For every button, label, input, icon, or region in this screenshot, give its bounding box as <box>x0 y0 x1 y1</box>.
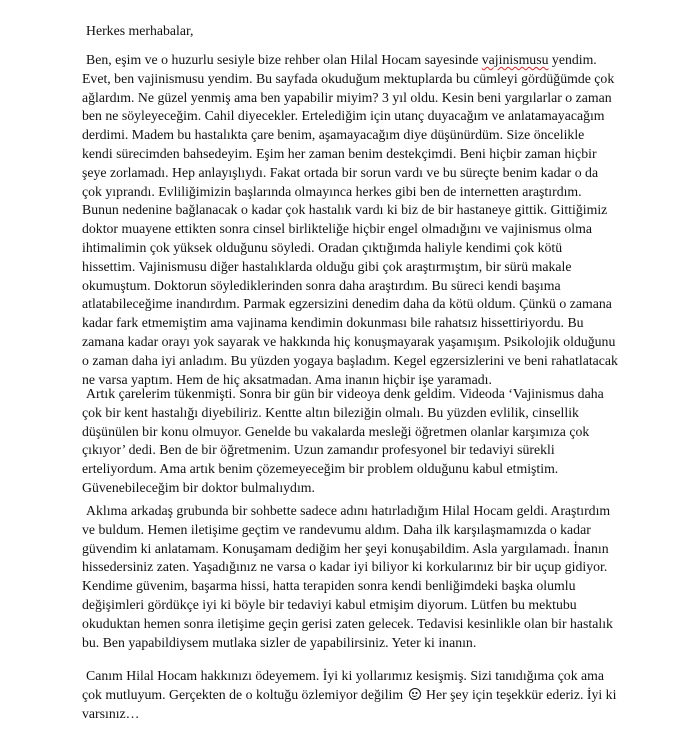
paragraph-1-start: Ben, eşim ve o huzurlu sesiyle bize rehber olan Hilal Hocam sayesinde <box>86 52 482 67</box>
greeting: Herkes merhabalar, <box>86 23 194 38</box>
paragraph-1-rest: yendim. Evet, ben vajinismusu yendim. Bu sayfada okuduğum mektuplarda bu cümleyi gördüğümde çok ağlardım. Ne güzel yenmiş ama ben yapabilir miyim? 3 yıl oldu. Kesin beni yargılarlar o zaman ben ne söyleyeceğim. Cahil diyecekler. Ertelediğim için utanç duyacağım ve anlatamayacağım derdimi. Madem bu hastalıkta çare benim, aşamayacağım diye düşünürdüm. Size öncelikle kendi sürecimden bahsedeyim. Eşim her zaman benim destekçimdi. Beni hiçbir zaman hiçbir şeye zorlamadı. Hep anlayışlıydı. Fakat ortada bir sorun vardı ve bu süreçte benim kadar o da çok yıprandı. Evliliğimizin başlarında olmayınca herkes gibi ben de internetten araştırdım. Bunun nedenine bağlanacak o kadar çok hastalık vardı ki biz de bir hastaneye gittik. Gittiğimiz doktor muayene ettikten sonra cinsel birlikteliğe hiçbir engel olmadığını ve vajinismus olma ihtimalimin çok yüksek olduğunu söyledi. Oradan çıktığımda haliyle kendimi çok kötü hissettim. Vajinismusu diğer hastalıklarda olduğu gibi çok araştırmıştım, bir sürü makale okumuştum. Doktorun söylediklerinden sonra daha araştırdım. Bu süreci kendi başıma atlatabileceğime inandırdım. Parmak egzersizini denedim daha da kötü oldum. Çünkü o zamana kadar fark etmemiştim ama vajinama kendimin dokunması bile rahatsız hissettiriyordu. Bu zamana kadar orayı yok sayarak ve hakkında hiç konuşmayarak yaşamışım. Psikolojik olduğunu o zaman daha iyi anladım. Bu yüzden yogaya başladım. Kegel egzersizlerini ve beni rahatlatacak ne varsa yaptım. Hem de hiç aksatmadan. Ama inanın hiçbir işe yaramadı. <box>82 52 618 387</box>
paragraph-3: Aklıma arkadaş grubunda bir sohbette sadece adını hatırladığım Hilal Hocam geldi. Araştırdım ve buldum. Hemen iletişime geçtim ve randevumu aldım. Daha ilk karşılaşmamızda o kadar güvendim ki anlatamam. Konuşamam dediğim her şeyi konuşabildim. Asla yargılamadı. İnanın hissedersiniz zaten. Yaşadığınız ne varsa o kadar iyi biliyor ki korkularınız bir bir uçup gidiyor. Kendime güvenim, başarma hissi, hatta terapiden sonra kendi benliğimdeki başka olumlu değişimleri gördükçe iyi ki böyle bir tedaviyi kabul etmişim diyorum. Lütfen bu mektubu okuduktan hemen sonra iletişime geçin gerisi zaten gelecek. Tedavisi kesinlikle olan bir hastalık bu. Ben yapabildiysem mutlaka sizler de yapabilirsiniz. Yeter ki inanın. <box>82 503 613 650</box>
smiley-icon <box>409 688 421 700</box>
paragraph-4-start: Canım Hilal Hocam hakkınızı ödeyemem. İyi ki yollarımız kesişmiş. Sizi tanıdığıma çok ama çok mutluyum. Gerçekten de o koltuğu özlemiyor değilim <box>82 668 605 702</box>
paragraph-4-end: Her şey için teşekkür ederiz. İyi ki varsınız… <box>82 686 617 721</box>
paragraph-2: Artık çarelerim tükenmişti. Sonra bir gün bir videoya denk geldim. Videoda ‘Vajinismus daha çok bir kent hastalığı diyebiliriz. Kentte altın bileziğin olmalı. Bu yüzden evlilik, cinsellik düşünülen bir konu olmuyor. Genelde bu vakalarda mesleği öğretmen olanlar karşımıza çok çıkıyor’ dedi. Ben de bir öğretmenim. Uzun zamandır profesyonel bir tedaviyi sürekli erteliyordum. Ama artık benim çözemeyeceğim bir problem olduğunu kabul etmiştim. Güvenebileceğim bir doktor bulmalıydım. <box>82 386 604 495</box>
paragraph-1 <box>82 51 618 389</box>
spellcheck-flagged-word[interactable]: vajinismusu <box>481 52 549 67</box>
paragraph-4 <box>82 667 618 723</box>
